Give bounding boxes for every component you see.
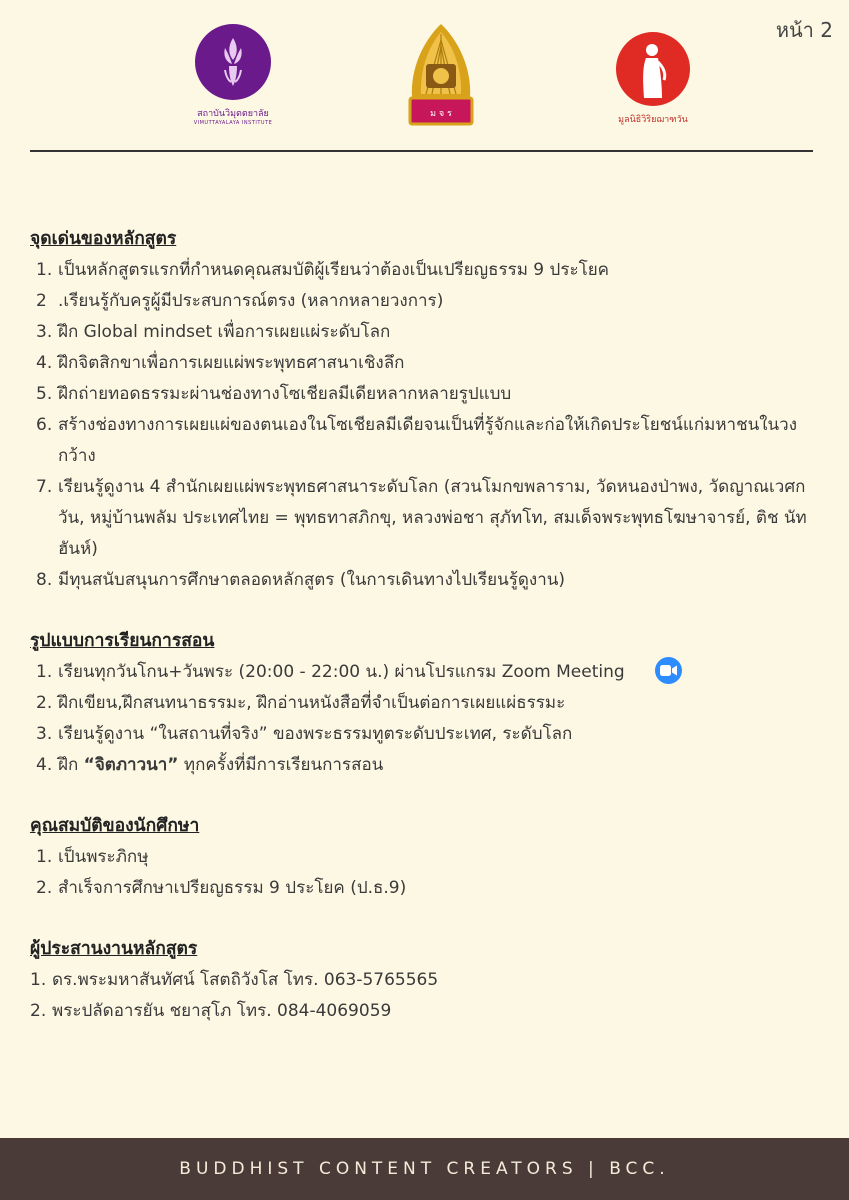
page-number: หน้า 2 bbox=[775, 18, 833, 42]
list-item bbox=[36, 348, 820, 379]
list-item bbox=[36, 410, 820, 472]
item-text: พระปลัดอารยัน ชยาสุโภ โทร. 084-4069059 bbox=[52, 1001, 392, 1021]
item-text: เรียนรู้ดูงาน 4 สำนักเผยแผ่พระพุทธศาสนาระดับโลก (สวนโมกขพลาราม, วัดหนองป่าพง, วัดญาณเวศกวัน, หมู่บ้านพลัม ประเทศไทย = พุทธทาสภิกขุ, หลวงพ่อชา สุภัทโท, สมเด็จพระพุทธโฆษาจารย์, ติช นัท ฮันห์) bbox=[58, 477, 807, 559]
item-number: 1. bbox=[36, 662, 53, 682]
logo-left-subcaption: VIMUTTAYALAYA INSTITUTE bbox=[193, 120, 273, 126]
item-number: 3. bbox=[36, 322, 53, 342]
item-text: .เรียนรู้กับครูผู้มีประสบการณ์ตรง (หลากหลายวงการ) bbox=[58, 291, 444, 311]
item-text-pre: ฝึก bbox=[58, 755, 84, 775]
item-text: เป็นหลักสูตรแรกที่กำหนดคุณสมบัติผู้เรียนว่าต้องเป็นเปรียญธรรม 9 ประโยค bbox=[58, 260, 610, 280]
logo-right-caption: มูลนิธิวิริยฌาฑวัน bbox=[618, 115, 688, 125]
mcu-emblem-logo bbox=[400, 20, 482, 130]
main-content bbox=[30, 224, 820, 1027]
logo-mid-caption: ม จ ร bbox=[430, 109, 452, 119]
emblem-icon bbox=[400, 20, 482, 130]
item-number: 4. bbox=[36, 353, 53, 373]
header-divider bbox=[30, 150, 813, 152]
lotus-hand-icon bbox=[195, 24, 271, 100]
item-number: 3. bbox=[36, 724, 53, 744]
list-item bbox=[36, 873, 820, 904]
list-item bbox=[36, 379, 820, 410]
list-item bbox=[36, 472, 820, 565]
item-text: ฝึกถ่ายทอดธรรมะผ่านช่องทางโซเชียลมีเดียหลากหลายรูปแบบ bbox=[58, 384, 512, 404]
item-number: 1. bbox=[36, 260, 53, 280]
item-number: 7. bbox=[36, 477, 53, 497]
item-number: 2. bbox=[30, 1001, 47, 1021]
zoom-item-text: เรียนทุกวันโกน+วันพระ (20:00 - 22:00 น.) ผ่านโปรแกรม Zoom Meeting bbox=[58, 662, 625, 682]
item-text-bold: “จิตภาวนา” bbox=[83, 755, 179, 775]
item-text: ฝึกจิตสิกขาเพื่อการเผยแผ่พระพุทธศาสนาเชิงลึก bbox=[58, 353, 405, 373]
wiriyachanawan-foundation-logo bbox=[612, 32, 694, 126]
logo-left-caption: สถาบันวิมุตตยาลัย bbox=[197, 109, 269, 119]
list-item bbox=[36, 750, 820, 781]
vimuttayalaya-logo bbox=[190, 24, 276, 126]
list-item bbox=[36, 719, 820, 750]
item-text: มีทุนสนับสนุนการศึกษาตลอดหลักสูตร (ในการเดินทางไปเรียนรู้ดูงาน) bbox=[58, 570, 566, 590]
item-text: ดร.พระมหาสันทัศน์ โสตถิวังโส โทร. 063-5765565 bbox=[52, 970, 439, 990]
item-number: 1. bbox=[30, 970, 47, 990]
monk-silhouette-icon bbox=[616, 32, 690, 106]
item-text: สำเร็จการศึกษาเปรียญธรรม 9 ประโยค (ป.ธ.9) bbox=[58, 878, 407, 898]
qualifications-list bbox=[30, 842, 820, 904]
item-number: 8. bbox=[36, 570, 53, 590]
item-text: ฝึกเขียน,ฝึกสนทนาธรรมะ, ฝึกอ่านหนังสือที่จำเป็นต่อการเผยแผ่ธรรมะ bbox=[58, 693, 566, 713]
item-text-post: ทุกครั้งที่มีการเรียนการสอน bbox=[178, 755, 384, 775]
coordinators-list bbox=[30, 965, 820, 1027]
list-item bbox=[30, 996, 820, 1027]
list-item bbox=[36, 565, 820, 596]
item-text bbox=[58, 750, 820, 781]
list-item bbox=[36, 317, 820, 348]
item-text bbox=[58, 657, 820, 688]
qualifications-title: คุณสมบัติของนักศึกษา bbox=[30, 816, 200, 836]
item-text: เรียนรู้ดูงาน “ในสถานที่จริง” ของพระธรรมทูตระดับประเทศ, ระดับโลก bbox=[58, 724, 573, 744]
list-item bbox=[36, 657, 820, 688]
item-number: 1. bbox=[36, 847, 53, 867]
list-item bbox=[36, 286, 820, 317]
zoom-icon bbox=[655, 657, 682, 684]
list-item bbox=[36, 255, 820, 286]
item-number: 5. bbox=[36, 384, 53, 404]
item-number: 2. bbox=[36, 878, 53, 898]
highlights-title: จุดเด่นของหลักสูตร bbox=[30, 229, 177, 249]
highlights-list bbox=[30, 255, 820, 596]
item-text: เป็นพระภิกษุ bbox=[58, 847, 149, 867]
list-item bbox=[30, 965, 820, 996]
coordinators-title: ผู้ประสานงานหลักสูตร bbox=[30, 939, 198, 959]
item-text: ฝึก Global mindset เพื่อการเผยแผ่ระดับโลก bbox=[58, 322, 391, 342]
item-number: 2. bbox=[36, 693, 53, 713]
item-number: 6. bbox=[36, 415, 53, 435]
item-text: สร้างช่องทางการเผยแผ่ของตนเองในโซเชียลมีเดียจนเป็นที่รู้จักและก่อให้เกิดประโยชน์แก่มหาชนในวงกว้าง bbox=[58, 415, 798, 466]
format-title: รูปแบบการเรียนการสอน bbox=[30, 631, 215, 651]
footer-banner: BUDDHIST CONTENT CREATORS | BCC. bbox=[0, 1138, 849, 1200]
item-number: 2 bbox=[36, 291, 47, 311]
list-item bbox=[36, 842, 820, 873]
format-list bbox=[30, 657, 820, 781]
list-item bbox=[36, 688, 820, 719]
item-number: 4. bbox=[36, 755, 53, 775]
